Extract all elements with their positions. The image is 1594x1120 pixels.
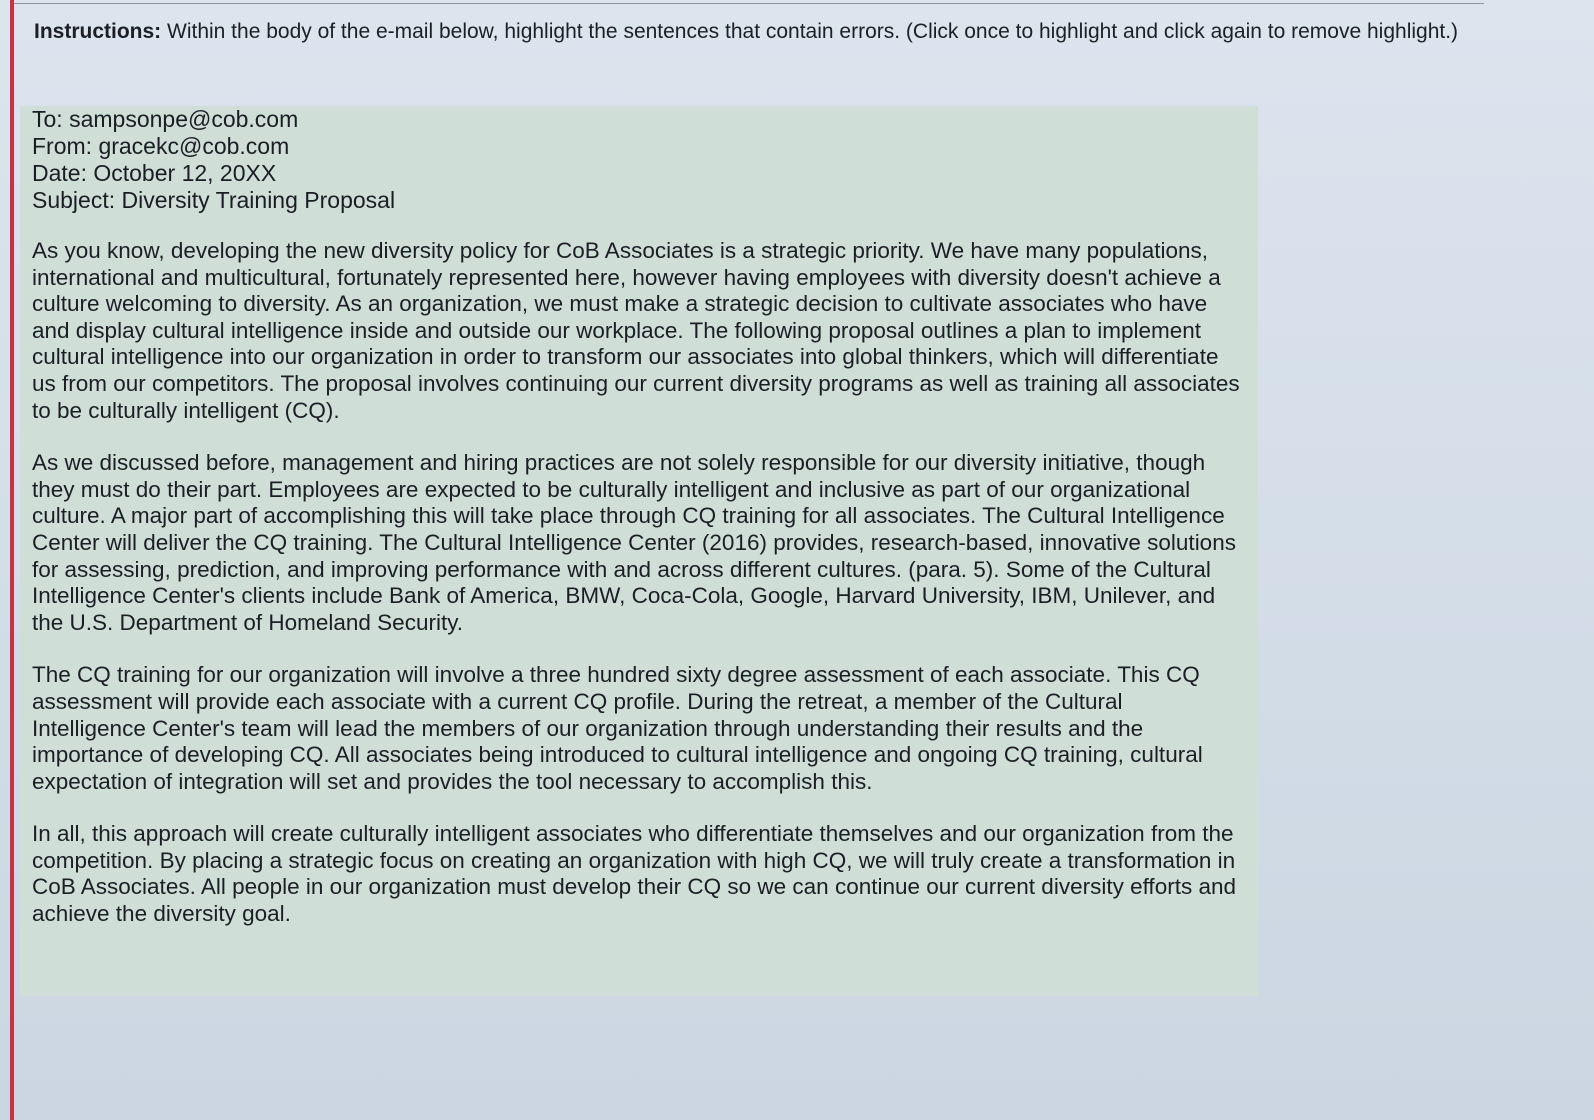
paragraph-3	[32, 662, 1240, 795]
sentence[interactable]: We have many populations, international and multicultural, fortunately represented here, however having employees with diversity doesn't achieve a culture welcoming to diversity.	[32, 238, 1221, 317]
sentence[interactable]: All people in our organization must develop their CQ so we can continue our current diversity efforts and achieve the diversity goal.	[32, 874, 1236, 927]
email-headers	[32, 106, 1240, 214]
instructions-label: Instructions:	[34, 20, 162, 43]
sentence[interactable]: The following proposal outlines a plan to implement cultural intelligence into our organization in order to transform our associates into global thinkers, which will differentiate us from our competitors.	[32, 317, 1219, 396]
email-to: To: sampsonpe@cob.com	[32, 106, 299, 132]
paragraph-4	[32, 821, 1240, 927]
sentence[interactable]: All associates being introduced to cultural intelligence and ongoing CQ training, cultural expectation of integration will set and provides the tool necessary to accomplish this.	[32, 742, 1203, 794]
left-accent-bar	[10, 0, 14, 1120]
sentence[interactable]: As we discussed before, management and hiring practices are not solely responsible for our diversity initiative, though they must do their part.	[32, 450, 1206, 502]
email-body	[32, 238, 1240, 928]
email-panel	[20, 106, 1258, 996]
sentence[interactable]: The proposal involves continuing our current diversity programs as well as training all associates to be culturally intelligent (CQ).	[32, 370, 1240, 423]
sentence[interactable]: The CQ training for our organization will involve a three hundred sixty degree assessment of each associate.	[32, 662, 1112, 688]
sentence[interactable]: As you know, developing the new diversity policy for CoB Associates is a strategic priority.	[32, 238, 925, 263]
sentence[interactable]: A major part of accomplishing this will take place through CQ training for all associates.	[110, 503, 977, 529]
sentence[interactable]: By placing a strategic focus on creating an organization with high CQ, we will truly create a transformation in CoB Associates.	[32, 847, 1236, 900]
sentence[interactable]: In all, this approach will create culturally intelligent associates who differentiate themselves and our organization from the competition.	[32, 821, 1234, 873]
instructions-text: Within the body of the e-mail below, highlight the sentences that contain errors. (Click once to highlight and click again to remove highlight.)	[161, 20, 1459, 43]
sentence[interactable]: The Cultural Intelligence Center will deliver the CQ training.	[32, 503, 1225, 555]
sentence[interactable]: This CQ assessment will provide each associate with a current CQ profile.	[32, 662, 1200, 714]
sentence[interactable]: Some of the Cultural Intelligence Center's clients include Bank of America, BMW, Coca-Cola, Google, Harvard University, IBM, Unilever, and the U.S. Department of Homeland Security.	[32, 556, 1216, 635]
instructions	[34, 18, 1484, 45]
sentence[interactable]: During the retreat, a member of the Cultural Intelligence Center's team will lead the members of our organization through understanding their results and the importance of developing CQ.	[32, 688, 1144, 768]
top-divider	[14, 0, 1484, 4]
email-date: Date: October 12, 20XX	[32, 160, 277, 186]
paragraph-1	[32, 238, 1240, 424]
email-subject: Subject: Diversity Training Proposal	[32, 187, 396, 213]
sentence[interactable]: Employees are expected to be culturally intelligent and inclusive as part of our organizational culture.	[32, 476, 1191, 529]
sentence[interactable]: As an organization, we must make a strategic decision to cultivate associates who have and display cultural intelligence inside and outside our workplace.	[32, 291, 1208, 343]
sentence[interactable]: The Cultural Intelligence Center (2016) provides, research-based, innovative solutions for assessing, prediction, and improving performance with and across different cultures. (para. 5).	[32, 529, 1236, 582]
paragraph-2	[32, 450, 1240, 636]
email-from: From: gracekc@cob.com	[32, 133, 290, 159]
